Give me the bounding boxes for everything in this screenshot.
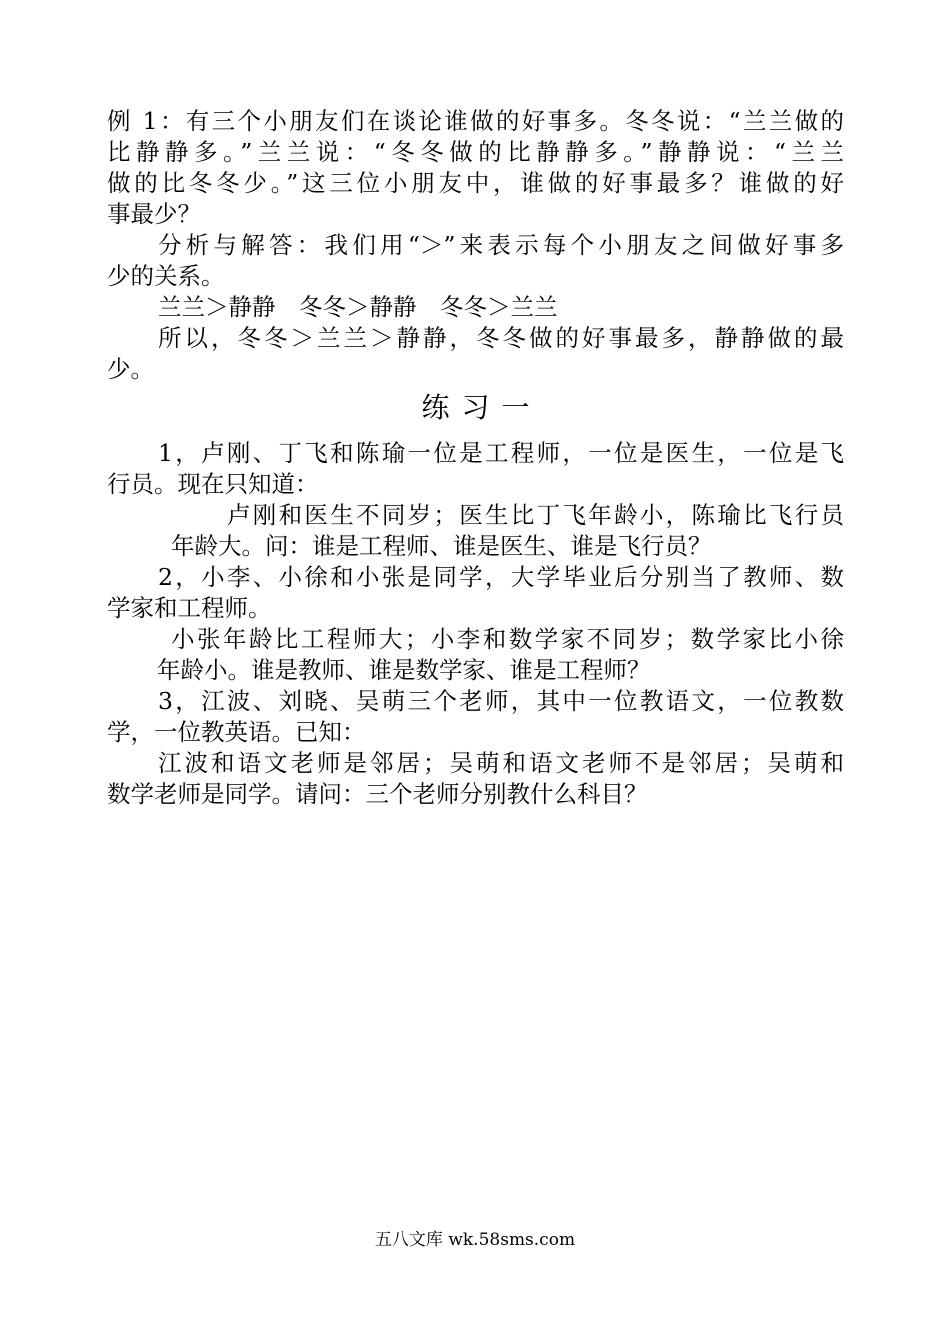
conclusion-line: 所以，冬冬＞兰兰＞静静，冬冬做的好事最多，静静做的最 <box>158 324 844 352</box>
example-paragraph-line: 事最少？ <box>107 200 201 228</box>
document-body <box>107 106 844 810</box>
question-3-line: 3，江波、刘晓、吴萌三个老师，其中一位教语文，一位教数 <box>158 687 844 715</box>
question-1-condition-line: 年龄大。问：谁是工程师、谁是医生、谁是飞行员？ <box>171 532 712 560</box>
question-1-condition-line: 卢刚和医生不同岁；医生比丁飞年龄小，陈瑜比飞行员 <box>227 501 844 529</box>
question-2-line: 2，小李、小徐和小张是同学，大学毕业后分别当了教师、数 <box>158 563 844 591</box>
example-paragraph-line: 比静静多。”兰兰说：“冬冬做的比静静多。”静静说：“兰兰 <box>107 138 844 166</box>
question-2-condition-line: 小张年龄比工程师大；小李和数学家不同岁；数学家比小徐 <box>171 625 844 653</box>
analysis-line: 分析与解答：我们用“＞”来表示每个小朋友之间做好事多 <box>158 231 844 259</box>
question-2-condition-line: 年龄小。谁是教师、谁是数学家、谁是工程师？ <box>157 656 651 684</box>
question-3-condition-line: 江波和语文老师是邻居；吴萌和语文老师不是邻居；吴萌和 <box>158 749 844 777</box>
question-3-condition-line: 数学老师是同学。请问：三个老师分别教什么科目？ <box>107 780 648 808</box>
relations-line: 兰兰＞静静 冬冬＞静静 冬冬＞兰兰 <box>158 293 558 321</box>
conclusion-line: 少。 <box>107 355 154 383</box>
question-1-line: 1，卢刚、丁飞和陈瑜一位是工程师，一位是医生，一位是飞 <box>158 439 844 467</box>
analysis-line: 少的关系。 <box>107 262 225 290</box>
question-3-line: 学，一位教英语。已知： <box>107 718 366 746</box>
example-paragraph-line: 做的比冬冬少。”这三位小朋友中，谁做的好事最多？谁做的好 <box>107 169 844 197</box>
question-1-line: 行员。现在只知道： <box>107 470 319 498</box>
exercise-heading: 练习一 <box>421 391 542 424</box>
question-2-line: 学家和工程师。 <box>107 594 272 622</box>
page-footer-watermark: 五八文库 wk.58sms.com <box>374 1230 576 1250</box>
example-paragraph-line: 例 1：有三个小朋友们在谈论谁做的好事多。冬冬说：“兰兰做的 <box>107 107 844 135</box>
